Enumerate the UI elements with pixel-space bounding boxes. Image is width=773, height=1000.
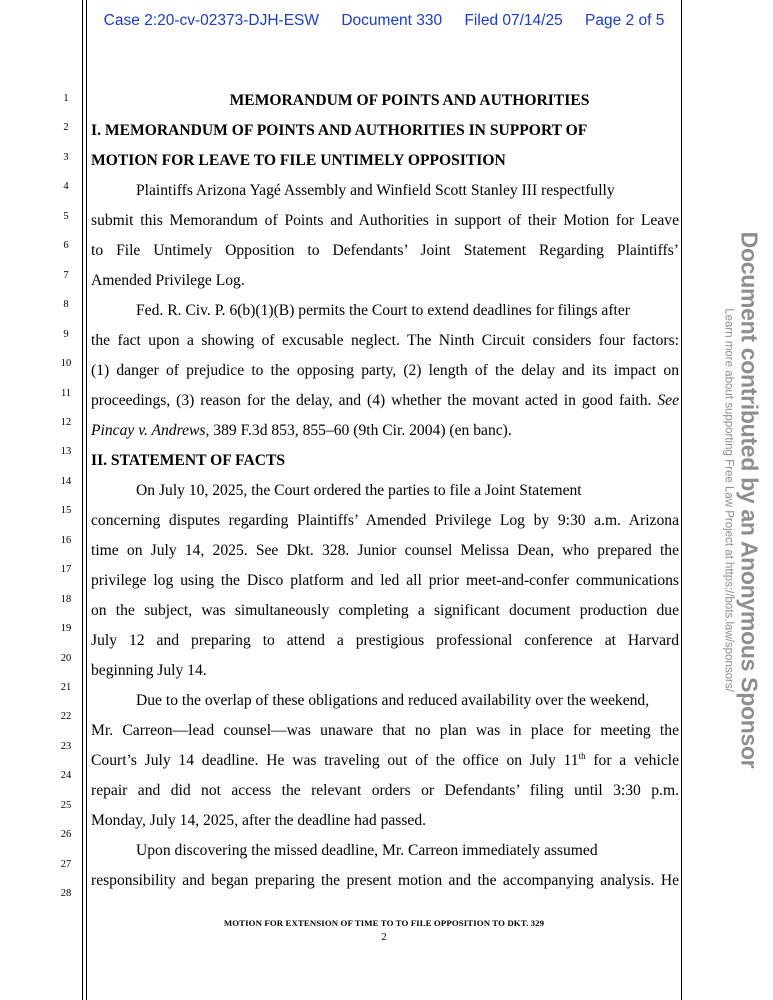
line-number: 10 (60, 358, 72, 370)
left-margin-rule-inner (86, 0, 87, 1000)
line-number: 12 (60, 416, 72, 428)
paragraph-line: submit this Memorandum of Points and Authorities in support of their Motion for Leave (91, 212, 679, 229)
line-number: 22 (60, 711, 72, 723)
sponsor-main-text: Document contributed by an Anonymous Sponsor (736, 231, 763, 769)
line-number: 28 (60, 888, 72, 900)
paragraph-line: Due to the overlap of these obligations and reduced availability over the weekend, (136, 692, 650, 709)
line-number: 2 (63, 122, 69, 134)
left-margin-rule (82, 0, 83, 1000)
line-number: 27 (60, 858, 72, 870)
line-number: 21 (60, 682, 72, 693)
paragraph-line: time on July 14, 2025. See Dkt. 328. Junior counsel Melissa Dean, who prepared the (91, 542, 679, 559)
footer-page-number: 2 (381, 931, 387, 943)
paragraph-line: Fed. R. Civ. P. 6(b)(1)(B) permits the Court to extend deadlines for filings after (136, 302, 630, 319)
section-heading-1-cont: MOTION FOR LEAVE TO FILE UNTIMELY OPPOSITION (91, 152, 506, 169)
paragraph-line: (1) danger of prejudice to the opposing party, (2) length of the delay and its impact on (91, 362, 679, 379)
line-number: 13 (60, 446, 72, 458)
line-number: 8 (63, 299, 69, 311)
page-count: Page 2 of 5 (585, 12, 665, 29)
line-number: 6 (63, 240, 69, 252)
line-number: 5 (63, 210, 69, 222)
footer-title: MOTION FOR EXTENSION OF TIME TO TO FILE OPPOSITION TO DKT. 329 (223, 918, 545, 928)
right-margin-rule (681, 0, 682, 1000)
paragraph-line: Upon discovering the missed deadline, Mr. Carreon immediately assumed (136, 842, 598, 859)
superscript: th (578, 750, 586, 761)
paragraph-line: proceedings, (3) reason for the delay, and (4) whether the movant acted in good faith. See (91, 392, 680, 409)
line-number: 26 (60, 829, 72, 841)
sponsor-link-text: Learn more about supporting Free Law Project at https://bots.law/sponsors/ (722, 308, 735, 692)
paragraph-line: repair and did not access the relevant orders or Defendants’ filing until 3:30 p.m. (91, 782, 679, 799)
sponsor-watermark (722, 232, 763, 769)
paragraph-line: Court’s July 14 deadline. He was traveling out of the office on July 11th for a vehicle (91, 750, 679, 769)
paragraph-line: the fact upon a showing of excusable neglect. The Ninth Circuit considers four factors: (91, 332, 679, 349)
line-number: 7 (63, 269, 69, 281)
ecf-header (88, 12, 680, 30)
line-number: 24 (60, 770, 72, 782)
line-number: 20 (60, 652, 72, 664)
line-number: 14 (60, 475, 72, 487)
filed-date: Filed 07/14/25 (464, 12, 563, 29)
paragraph-line: on the subject, was simultaneously completing a significant document production due (91, 602, 679, 619)
paragraph-line: Mr. Carreon—lead counsel—was unaware that no plan was in place for meeting the (91, 722, 679, 739)
paragraph-line: Monday, July 14, 2025, after the deadline had passed. (91, 812, 427, 829)
line-number: 25 (60, 799, 72, 811)
line-number: 11 (60, 387, 72, 399)
signal-see: See (657, 392, 680, 409)
line-number: 18 (60, 593, 72, 605)
paragraph-line: privilege log using the Disco platform and led all prior meet-and-confer communications (91, 572, 679, 589)
case-citation-name: Pincay v. Andrews (91, 422, 206, 439)
paragraph-line: to File Untimely Opposition to Defendants’ Joint Statement Regarding Plaintiffs’ (91, 242, 679, 259)
paragraph-line: responsibility and began preparing the present motion and the accompanying analysis. He (91, 872, 679, 889)
paragraph-line (91, 416, 512, 446)
paragraph-line: July 12 and preparing to attend a prestigious professional conference at Harvard (91, 632, 679, 649)
line-number: 9 (63, 328, 69, 340)
line-number: 4 (63, 181, 69, 193)
case-citation: , 389 F.3d 853, 855–60 (9th Cir. 2004) (en banc). (205, 422, 512, 439)
line-number: 15 (60, 505, 72, 517)
line-number: 19 (60, 623, 72, 635)
paragraph-line: Amended Privilege Log. (91, 272, 245, 289)
paragraph-line: Plaintiffs Arizona Yagé Assembly and Winfield Scott Stanley III respectfully (136, 182, 615, 199)
line-number: 16 (60, 534, 72, 546)
case-number: Case 2:20-cv-02373-DJH-ESW (103, 12, 320, 29)
line-number: 17 (60, 564, 72, 576)
paragraph-line: concerning disputes regarding Plaintiffs’ Amended Privilege Log by 9:30 a.m. Arizona (91, 512, 679, 529)
line-number: 23 (60, 740, 72, 752)
paragraph-line: On July 10, 2025, the Court ordered the parties to file a Joint Statement (136, 482, 582, 499)
section-heading-2: II. STATEMENT OF FACTS (91, 452, 286, 469)
page-title: MEMORANDUM OF POINTS AND AUTHORITIES (229, 92, 590, 109)
line-number: 3 (63, 151, 69, 163)
line-number: 1 (63, 93, 69, 104)
document-number: Document 330 (341, 12, 443, 29)
section-heading-1: I. MEMORANDUM OF POINTS AND AUTHORITIES IN SUPPORT OF (91, 122, 588, 139)
paragraph-line: beginning July 14. (91, 662, 207, 679)
